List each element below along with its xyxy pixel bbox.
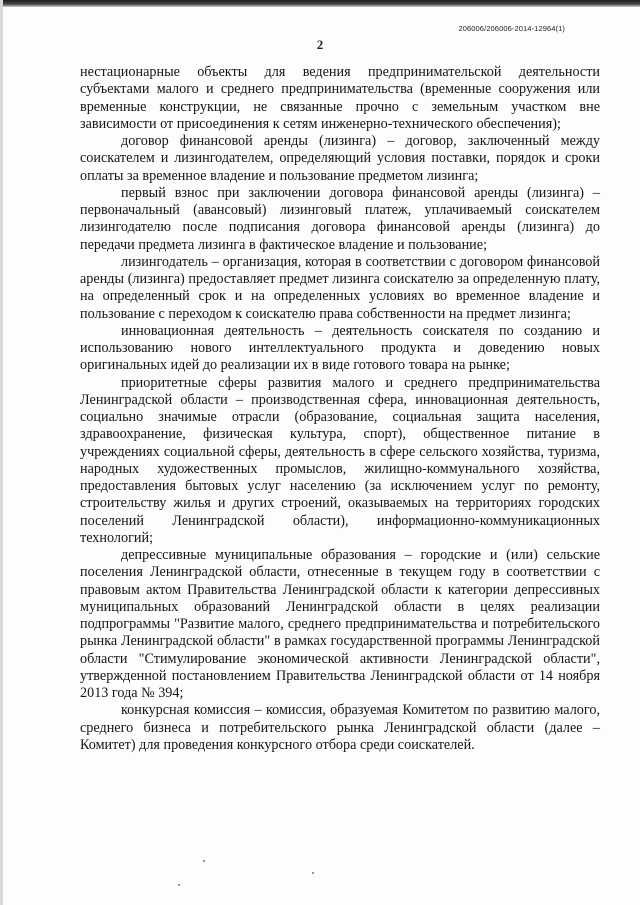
scan-speck [312,872,314,874]
document-id: 206006/206006-2014-12964(1) [458,24,565,33]
scan-speck [203,860,205,862]
paragraph-depressed-municipalities: депрессивные муниципальные образования – городские и (или) сельские поселения Ленинградской области, отнесенные в текущем году в соответствии с правовым актом Правительства Ленинградской области к категории депрессивных муниципальных образований Ленинградской области в целях реализации подпрограммы "Развитие малого, среднего предпринимательства и потребительского рынка Ленинградской области" в рамках государственной программы Ленинградской области "Стимулирование экономической активности Ленинградской области", утвержденной постановлением Правительства Ленинградской области от 14 ноября 2013 года № 394; [80,547,600,701]
paragraph-lessor: лизингодатель – организация, которая в соответствии с договором финансовой аренды (лизинга) предоставляет предмет лизинга соискателю за определенную плату, на определенный срок и на определенных условиях во временное владение и пользование с переходом к соискателю права собственности на предмет лизинга; [80,253,600,322]
paragraph-competition-commission: конкурсная комиссия – комиссия, образуемая Комитетом по развитию малого, среднего бизнеса и потребительского рынка Ленинградской области (далее – Комитет) для проведения конкурсного отбора среди соискателей. [80,702,600,753]
scan-edge-top [0,0,640,7]
scan-edge-left [0,0,3,905]
page-number: 2 [316,37,324,52]
paragraph-nonstationary-objects: нестационарные объекты для ведения предпринимательской деятельности субъектами малого и среднего предпринимательства (временные сооружения или временные конструкции, не связанные прочно с земельным участком вне зависимости от присоединения к сетям инженерно-технического обеспечения); [80,64,600,132]
paragraph-priority-spheres: приоритетные сферы развития малого и среднего предпринимательства Ленинградской области – производственная сфера, инновационная деятельность, социально значимые отрасли (образование, социальная защита населения, здравоохранение, физическая культура, спорт), общественное питание в учреждениях социальной сферы, деятельность в сфере сельского хозяйства, туризма, народных художественных промыслов, жилищно-коммунального хозяйства, предоставления бытовых услуг населению (за исключением услуг по ремонту, строительству жилья и других строений, оказываемых на территориях городских поселений Ленинградской области), информационно-коммуникационных технологий; [80,374,600,546]
paragraph-leasing-contract: договор финансовой аренды (лизинга) – договор, заключенный между соискателем и лизингодателем, определяющий условия поставки, порядок и сроки оплаты за временное владение и пользование предметом лизинга; [80,133,600,184]
paragraph-innovation-activity: инновационная деятельность – деятельность соискателя по созданию и использованию нового интеллектуального продукта и доведению новых оригинальных идей до реализации их в виде готового товара на рынке; [80,322,600,374]
paragraph-first-payment: первый взнос при заключении договора финансовой аренды (лизинга) – первоначальный (авансовый) лизинговый платеж, уплачиваемый соискателем лизингодателю после подписания договора финансовой аренды (лизинга) до передачи предмета лизинга в фактическое владение и пользование; [80,184,600,253]
document-body [80,64,600,754]
scan-speck [178,884,180,886]
